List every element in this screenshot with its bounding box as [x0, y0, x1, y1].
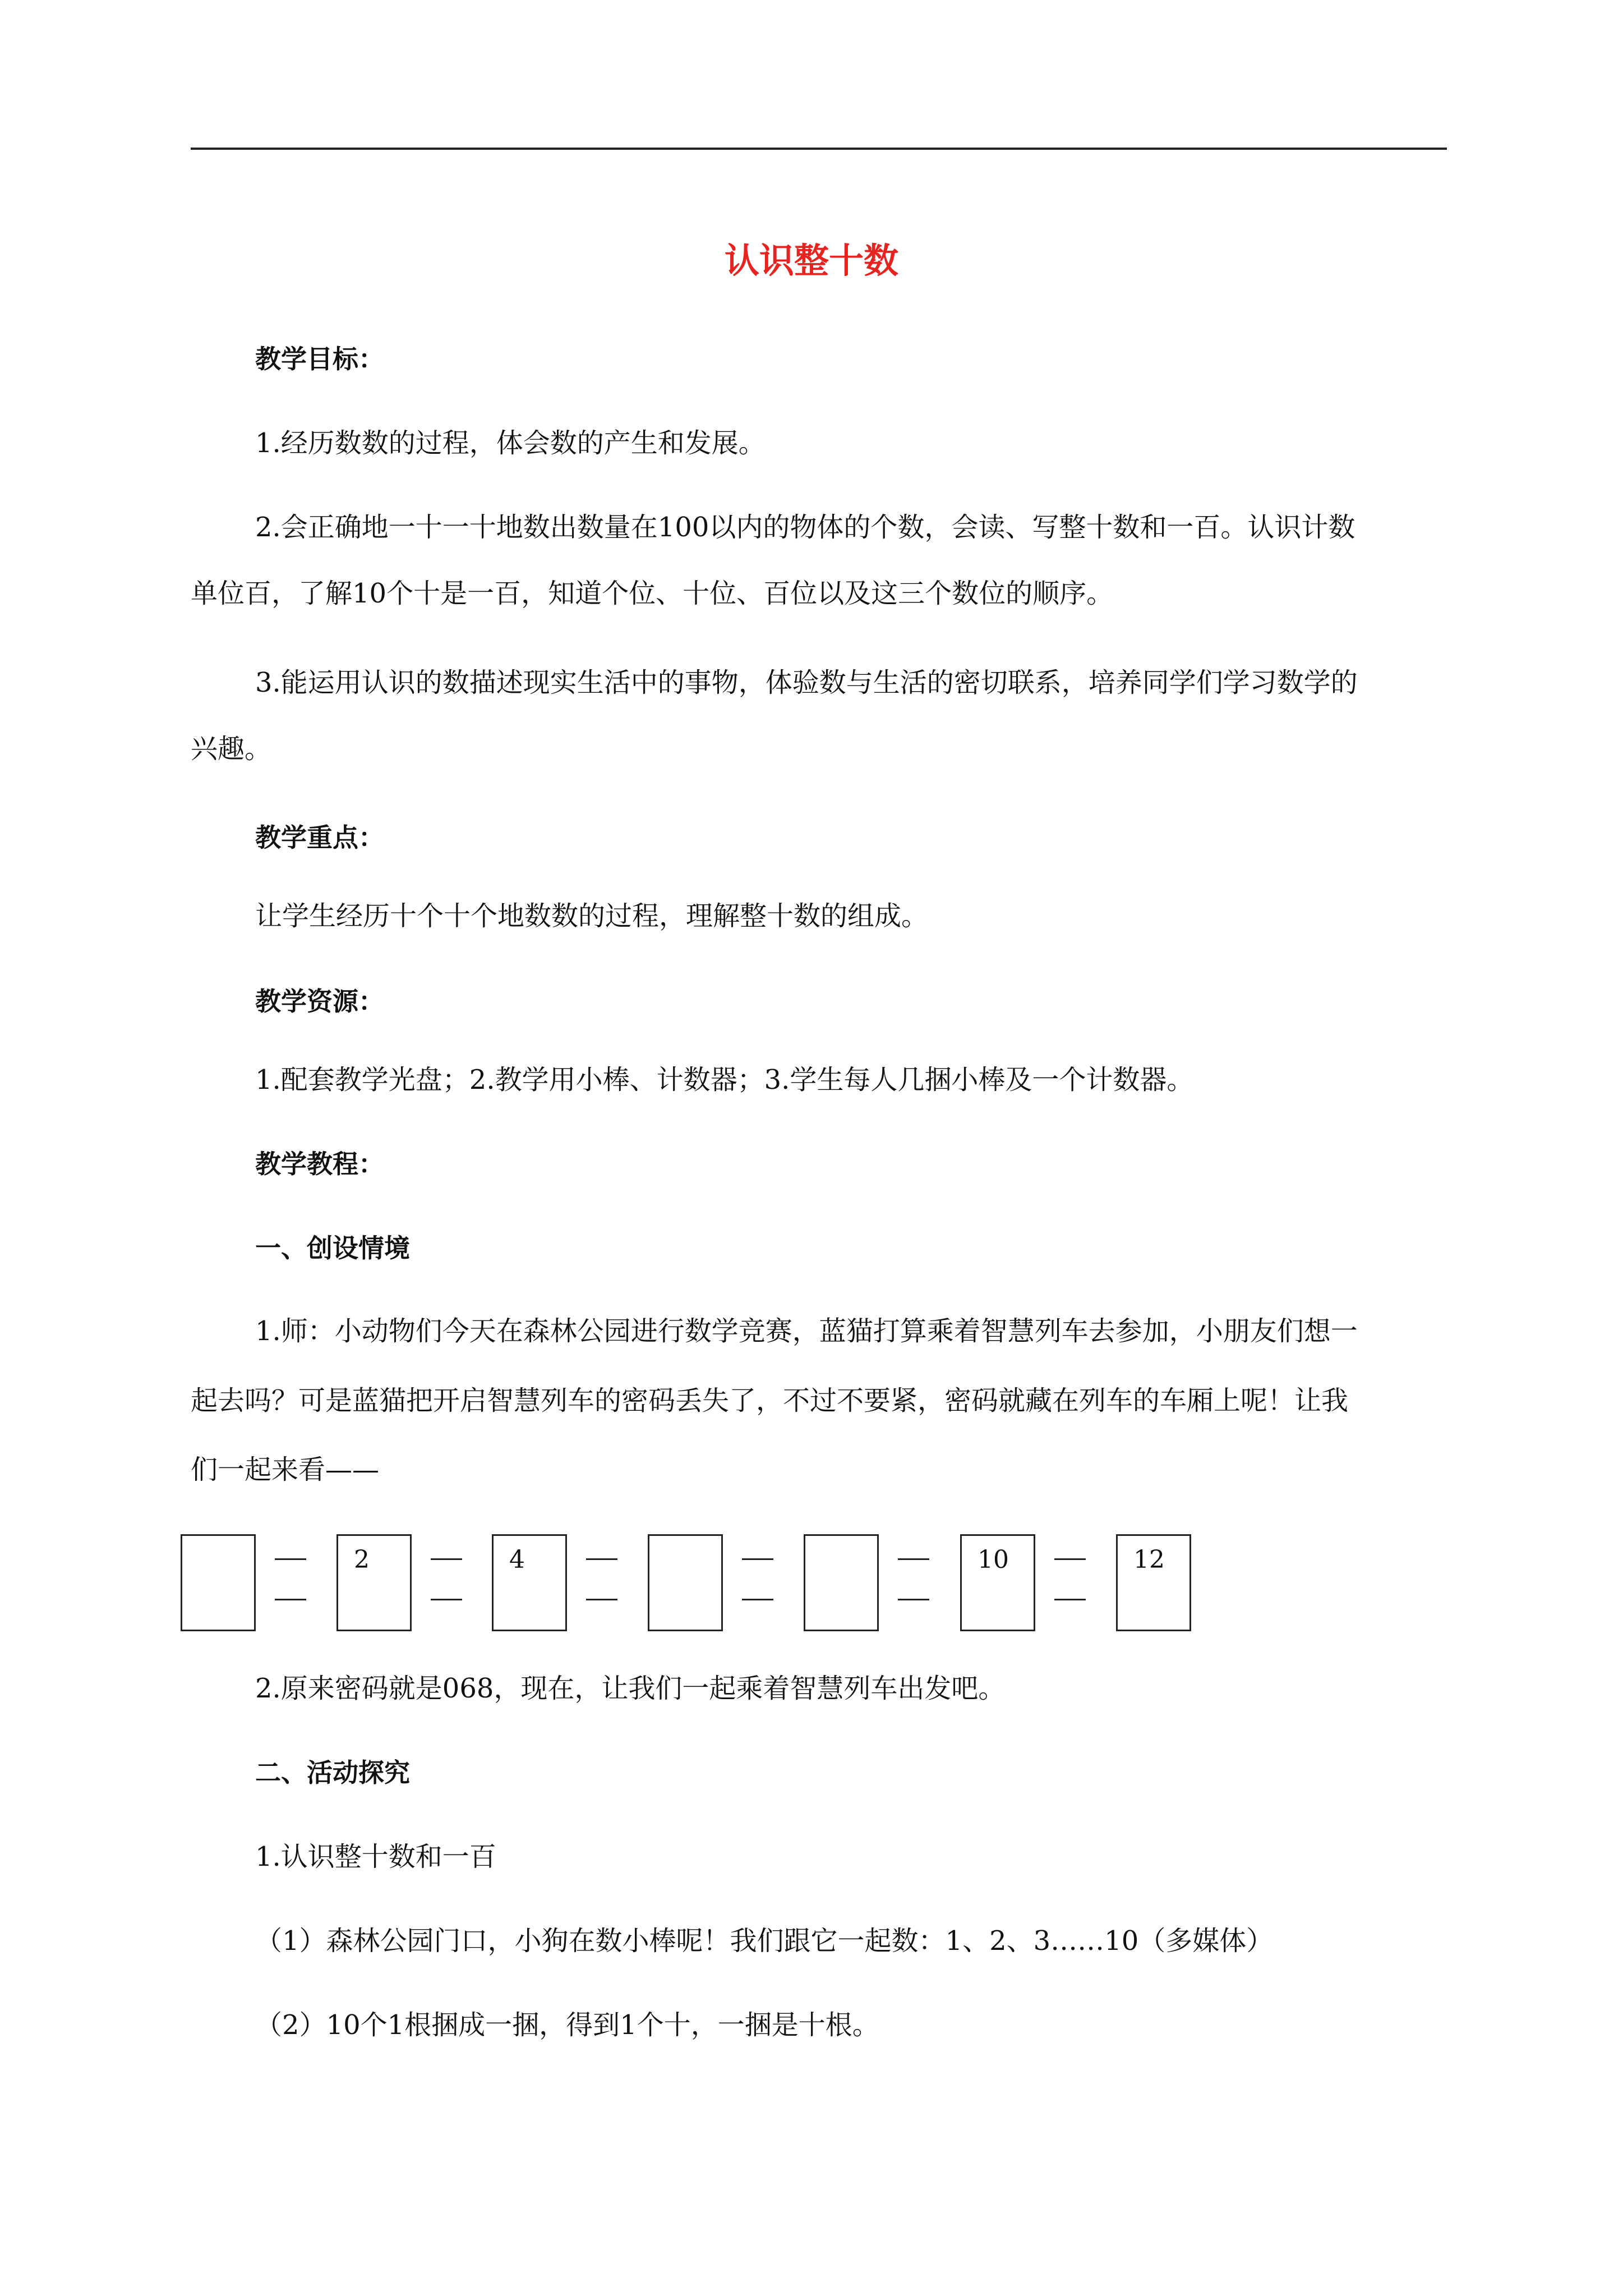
key-text: 让学生经历十个十个地数数的过程，理解整十数的组成。	[255, 900, 929, 932]
section-2-heading: 二、活动探究	[255, 1757, 410, 1788]
section-1-paragraph-line-1: 1.师：小动物们今天在森林公园进行数学竞赛，蓝猫打算乘着智慧列车去参加，小朋友们想一	[255, 1315, 1358, 1347]
objective-2-line-2: 单位百，了解10个十是一百，知道个位、十位、百位以及这三个数位的顺序。	[191, 578, 1114, 609]
objectives-heading: 教学目标：	[255, 344, 384, 374]
train-car: 10	[960, 1534, 1035, 1631]
section-1-paragraph-line-2: 起去吗？可是蓝猫把开启智慧列车的密码丢失了，不过不要紧，密码就藏在列车的车厢上呢！让我	[191, 1385, 1349, 1416]
section-2-paragraph-1: 1.认识整十数和一百	[255, 1841, 496, 1872]
section-2-paragraph-3: （2）10个1根捆成一捆，得到1个十，一捆是十根。	[255, 2009, 879, 2041]
coupler-dash	[1054, 1558, 1086, 1560]
coupler-dash	[742, 1599, 773, 1600]
resources-heading: 教学资源：	[255, 986, 384, 1016]
coupler-dash	[275, 1599, 306, 1600]
train-car	[181, 1534, 256, 1631]
coupler-dash	[1054, 1599, 1086, 1600]
coupler-dash	[898, 1599, 929, 1600]
coupler-dash	[898, 1558, 929, 1560]
section-1-paragraph-2: 2.原来密码就是068，现在，让我们一起乘着智慧列车出发吧。	[255, 1673, 1006, 1704]
key-heading: 教学重点：	[255, 822, 384, 853]
train-car	[648, 1534, 723, 1631]
process-heading: 教学教程：	[255, 1149, 384, 1179]
page-title: 认识整十数	[724, 240, 898, 281]
objective-2-line-1: 2.会正确地一十一十地数出数量在100以内的物体的个数，会读、写整十数和一百。认识计数	[255, 512, 1355, 543]
section-2-paragraph-2: （1）森林公园门口，小狗在数小棒呢！我们跟它一起数：1、2、3……10（多媒体）	[255, 1925, 1274, 1957]
train-car: 12	[1116, 1534, 1191, 1631]
coupler-dash	[742, 1558, 773, 1560]
coupler-dash	[586, 1599, 617, 1600]
section-1-paragraph-line-3: 们一起来看——	[191, 1454, 380, 1485]
resources-text: 1.配套教学光盘；2.教学用小棒、计数器；3.学生每人几捆小棒及一个计数器。	[255, 1064, 1194, 1096]
train-car: 2	[336, 1534, 412, 1631]
train-car: 4	[492, 1534, 567, 1631]
coupler-dash	[275, 1558, 306, 1560]
objective-1: 1.经历数数的过程，体会数的产生和发展。	[255, 427, 766, 459]
coupler-dash	[586, 1558, 617, 1560]
header-rule	[191, 148, 1447, 150]
objective-3-line-1: 3.能运用认识的数描述现实生活中的事物，体验数与生活的密切联系，培养同学们学习数学的	[255, 667, 1358, 698]
section-1-heading: 一、创设情境	[255, 1233, 410, 1263]
objective-3-line-2: 兴趣。	[191, 733, 272, 765]
coupler-dash	[431, 1599, 462, 1600]
train-car	[804, 1534, 879, 1631]
coupler-dash	[431, 1558, 462, 1560]
